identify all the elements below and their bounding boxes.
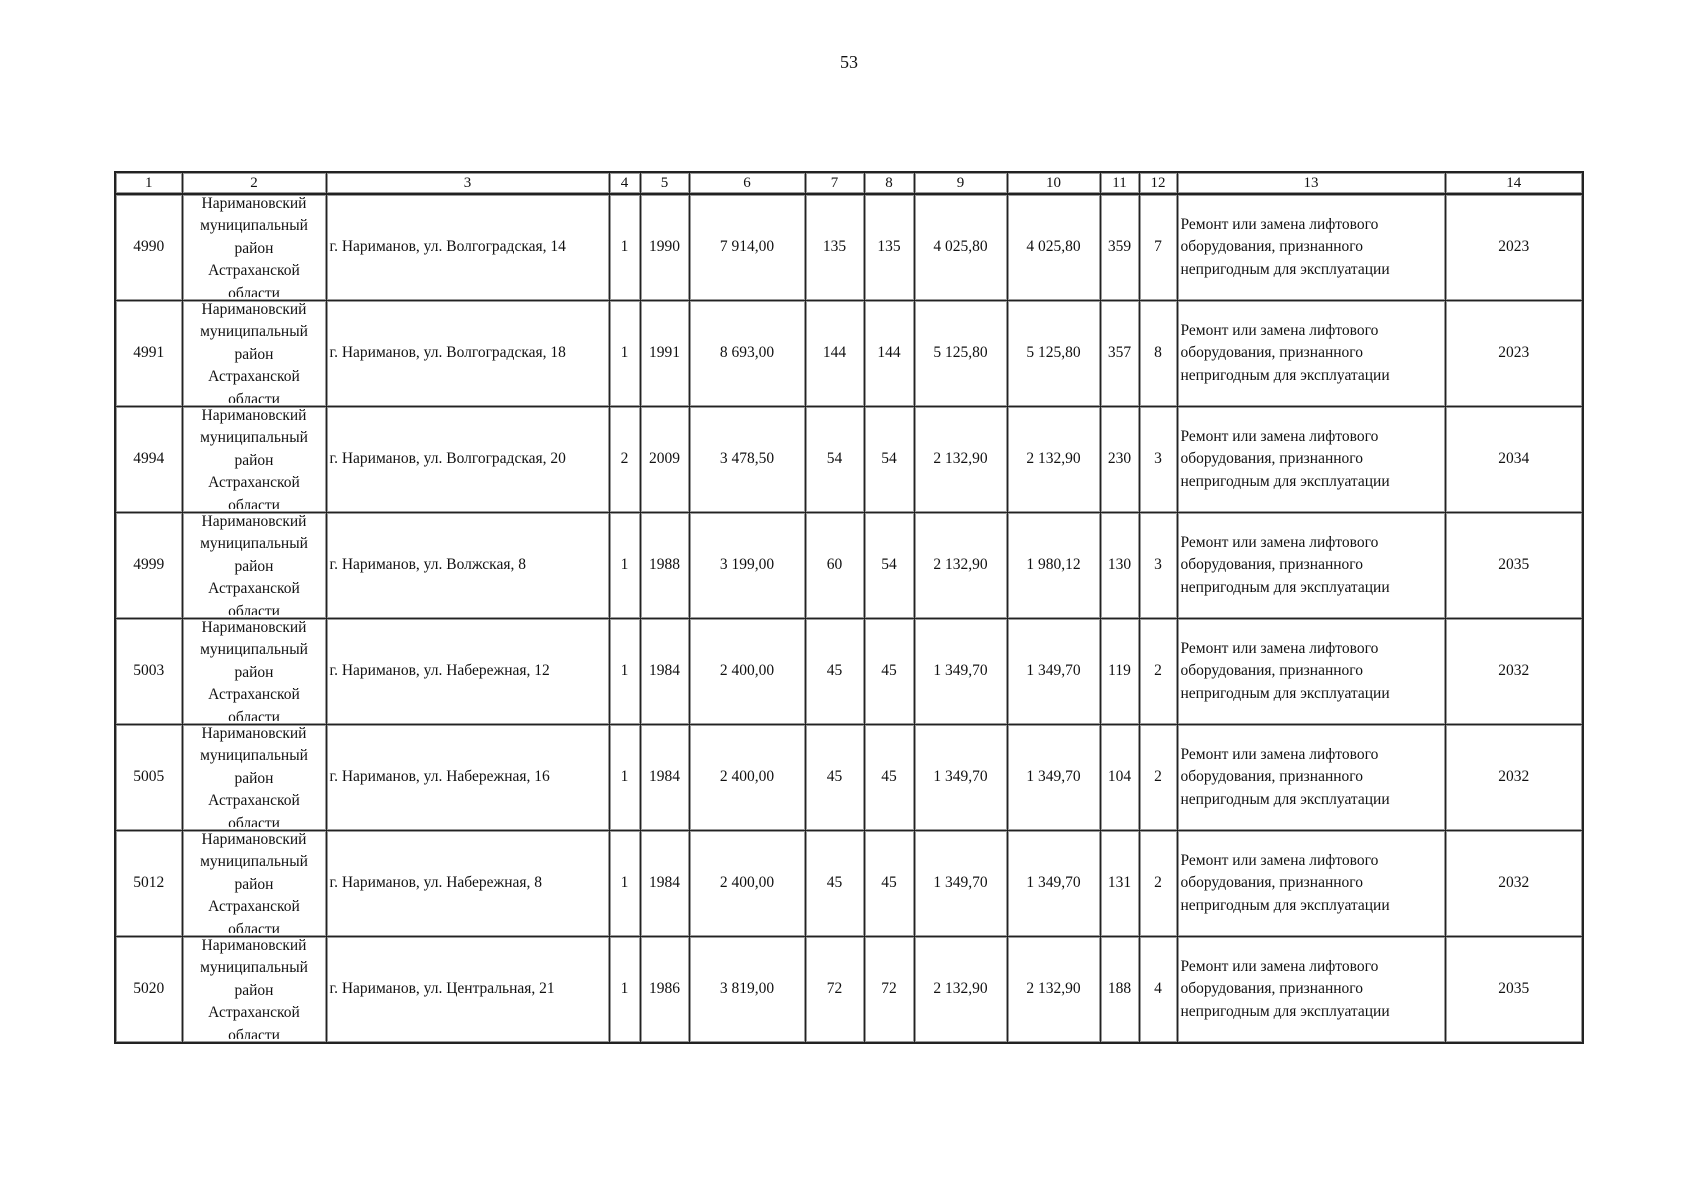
value-cell-col-6: 8 693,00 [689,301,805,407]
municipality-line: Астраханской [208,580,300,597]
municipality-line: области [228,814,280,827]
municipality-cell [182,513,326,619]
value-cell-col-7: 135 [805,194,864,301]
value-cell-col-9: 1 349,70 [914,619,1007,725]
value-cell-col-4: 1 [609,513,640,619]
municipality-line: Астраханской [208,686,300,703]
value-cell-col-12: 2 [1139,831,1177,937]
municipality-line: район [234,557,274,575]
municipality-lines [185,513,324,615]
value-cell-col-11: 131 [1100,831,1139,937]
value-cell-col-8: 135 [864,194,914,301]
page-number: 53 [840,52,858,72]
value-cell-col-7: 45 [805,831,864,937]
value-cell-col-7: 144 [805,301,864,407]
value-cell-col-6: 3 478,50 [689,407,805,513]
table-row [115,725,1583,831]
value-cell-col-4: 2 [609,407,640,513]
work-type-cell [1177,831,1445,937]
municipality-line: Астраханской [208,1004,300,1021]
work-type-line: Ремонт или замена лифтового [1180,639,1379,657]
municipality-line: муниципальный [200,429,308,446]
value-cell-col-9: 4 025,80 [914,194,1007,301]
column-header-2: 2 [182,172,326,194]
column-header-10: 10 [1007,172,1100,194]
municipality-line: муниципальный [200,959,308,976]
value-cell-col-10: 1 980,12 [1007,513,1100,619]
work-type-line: оборудования, признанного [1180,450,1364,468]
municipality-line: район [234,239,274,257]
work-type-cell [1177,937,1445,1044]
column-header-1: 1 [115,172,182,194]
municipality-lines [185,725,324,827]
municipality-lines [185,407,324,509]
value-cell-col-7: 60 [805,513,864,619]
municipality-line: Астраханской [208,792,300,809]
work-type-line: Ремонт или замена лифтового [1180,851,1379,869]
value-cell-col-4: 1 [609,725,640,831]
value-cell-col-11: 357 [1100,301,1139,407]
value-cell-col-10: 1 349,70 [1007,725,1100,831]
column-header-4: 4 [609,172,640,194]
municipality-line: район [234,875,274,893]
header-row [115,172,1583,194]
value-cell-col-8: 45 [864,725,914,831]
value-cell-col-10: 5 125,80 [1007,301,1100,407]
address-cell: г. Нариманов, ул. Волгоградская, 18 [326,301,609,407]
municipality-line: области [228,602,280,615]
work-type-line: непригодным для эксплуатации [1180,260,1390,278]
value-cell-col-6: 3 819,00 [689,937,805,1044]
column-header-13: 13 [1177,172,1445,194]
value-cell-col-6: 7 914,00 [689,194,805,301]
municipality-line: муниципальный [200,217,308,234]
municipality-line: Наримановский [201,936,307,954]
municipality-line: области [228,390,280,403]
municipality-line: район [234,981,274,999]
planned-year-cell: 2032 [1445,831,1583,937]
value-cell-col-10: 1 349,70 [1007,831,1100,937]
municipality-line: области [228,496,280,509]
work-type-line: Ремонт или замена лифтового [1180,533,1379,551]
municipality-cell [182,194,326,301]
value-cell-col-10: 2 132,90 [1007,407,1100,513]
municipality-cell [182,725,326,831]
municipality-line: области [228,708,280,721]
value-cell-col-9: 2 132,90 [914,937,1007,1044]
work-type-line: непригодным для эксплуатации [1180,896,1390,914]
table-row [115,937,1583,1044]
value-cell-col-6: 2 400,00 [689,831,805,937]
municipality-cell [182,831,326,937]
municipality-line: Наримановский [201,194,307,212]
value-cell-col-9: 1 349,70 [914,831,1007,937]
value-cell-col-4: 1 [609,831,640,937]
record-id-cell: 4994 [115,407,182,513]
municipality-line: муниципальный [200,641,308,658]
work-type-cell [1177,194,1445,301]
municipality-line: муниципальный [200,853,308,870]
column-header-14: 14 [1445,172,1583,194]
table-row [115,407,1583,513]
work-type-cell [1177,725,1445,831]
value-cell-col-8: 144 [864,301,914,407]
value-cell-col-8: 54 [864,513,914,619]
value-cell-col-12: 2 [1139,725,1177,831]
value-cell-col-12: 3 [1139,513,1177,619]
municipality-line: Астраханской [208,474,300,491]
value-cell-col-11: 119 [1100,619,1139,725]
municipality-cell [182,619,326,725]
column-header-11: 11 [1100,172,1139,194]
work-type-line: непригодным для эксплуатации [1180,366,1390,384]
value-cell-col-5: 1986 [640,937,689,1044]
planned-year-cell: 2032 [1445,619,1583,725]
municipality-lines [185,937,324,1039]
work-type-line: оборудования, признанного [1180,344,1364,362]
work-type-line: непригодным для эксплуатации [1180,684,1390,702]
table-row [115,513,1583,619]
value-cell-col-11: 230 [1100,407,1139,513]
address-cell: г. Нариманов, ул. Волгоградская, 14 [326,194,609,301]
municipality-lines [185,619,324,721]
column-header-8: 8 [864,172,914,194]
column-header-5: 5 [640,172,689,194]
value-cell-col-6: 2 400,00 [689,619,805,725]
value-cell-col-6: 2 400,00 [689,725,805,831]
municipality-line: район [234,345,274,363]
value-cell-col-4: 1 [609,194,640,301]
table-row [115,194,1583,301]
municipality-lines [185,831,324,933]
address-cell: г. Нариманов, ул. Центральная, 21 [326,937,609,1044]
municipality-cell [182,301,326,407]
housing-register-table [114,171,1584,1044]
table-header [115,172,1583,194]
value-cell-col-5: 1990 [640,194,689,301]
column-header-3: 3 [326,172,609,194]
municipality-line: муниципальный [200,747,308,764]
work-type-line: непригодным для эксплуатации [1180,790,1390,808]
table-row [115,619,1583,725]
record-id-cell: 5012 [115,831,182,937]
planned-year-cell: 2032 [1445,725,1583,831]
column-header-12: 12 [1139,172,1177,194]
value-cell-col-11: 359 [1100,194,1139,301]
table-row [115,831,1583,937]
work-type-line: оборудования, признанного [1180,874,1364,892]
work-type-line: Ремонт или замена лифтового [1180,321,1379,339]
column-header-9: 9 [914,172,1007,194]
work-type-line: оборудования, признанного [1180,662,1364,680]
value-cell-col-9: 2 132,90 [914,513,1007,619]
planned-year-cell: 2035 [1445,513,1583,619]
municipality-line: Астраханской [208,262,300,279]
value-cell-col-10: 1 349,70 [1007,619,1100,725]
municipality-line: Наримановский [201,618,307,636]
value-cell-col-5: 2009 [640,407,689,513]
value-cell-col-5: 1991 [640,301,689,407]
work-type-line: Ремонт или замена лифтового [1180,957,1379,975]
table-body [115,194,1583,1043]
municipality-line: Наримановский [201,512,307,530]
municipality-line: Наримановский [201,406,307,424]
table-row [115,301,1583,407]
planned-year-cell: 2023 [1445,301,1583,407]
value-cell-col-9: 2 132,90 [914,407,1007,513]
value-cell-col-12: 3 [1139,407,1177,513]
value-cell-col-4: 1 [609,937,640,1044]
record-id-cell: 4991 [115,301,182,407]
value-cell-col-5: 1984 [640,619,689,725]
address-cell: г. Нариманов, ул. Волгоградская, 20 [326,407,609,513]
municipality-line: Астраханской [208,368,300,385]
record-id-cell: 5020 [115,937,182,1044]
value-cell-col-4: 1 [609,619,640,725]
value-cell-col-11: 104 [1100,725,1139,831]
municipality-lines [185,301,324,403]
work-type-line: непригодным для эксплуатации [1180,472,1390,490]
address-cell: г. Нариманов, ул. Набережная, 12 [326,619,609,725]
value-cell-col-5: 1988 [640,513,689,619]
planned-year-cell: 2035 [1445,937,1583,1044]
municipality-line: области [228,284,280,297]
work-type-cell [1177,619,1445,725]
value-cell-col-12: 7 [1139,194,1177,301]
municipality-line: Наримановский [201,300,307,318]
work-type-line: оборудования, признанного [1180,980,1364,998]
municipality-line: области [228,1026,280,1039]
municipality-line: Астраханской [208,898,300,915]
value-cell-col-7: 54 [805,407,864,513]
planned-year-cell: 2034 [1445,407,1583,513]
record-id-cell: 4990 [115,194,182,301]
work-type-line: Ремонт или замена лифтового [1180,427,1379,445]
record-id-cell: 5003 [115,619,182,725]
value-cell-col-10: 2 132,90 [1007,937,1100,1044]
value-cell-col-8: 72 [864,937,914,1044]
value-cell-col-12: 4 [1139,937,1177,1044]
column-header-6: 6 [689,172,805,194]
municipality-line: район [234,769,274,787]
work-type-line: непригодным для эксплуатации [1180,578,1390,596]
value-cell-col-9: 5 125,80 [914,301,1007,407]
value-cell-col-7: 45 [805,725,864,831]
municipality-cell [182,407,326,513]
value-cell-col-9: 1 349,70 [914,725,1007,831]
municipality-line: район [234,663,274,681]
address-cell: г. Нариманов, ул. Набережная, 8 [326,831,609,937]
municipality-line: муниципальный [200,323,308,340]
value-cell-col-5: 1984 [640,831,689,937]
value-cell-col-8: 45 [864,831,914,937]
work-type-line: Ремонт или замена лифтового [1180,215,1379,233]
planned-year-cell: 2023 [1445,194,1583,301]
work-type-line: оборудования, признанного [1180,238,1364,256]
municipality-line: Наримановский [201,724,307,742]
municipality-line: области [228,920,280,933]
work-type-line: непригодным для эксплуатации [1180,1002,1390,1020]
record-id-cell: 5005 [115,725,182,831]
address-cell: г. Нариманов, ул. Волжская, 8 [326,513,609,619]
work-type-line: оборудования, признанного [1180,768,1364,786]
value-cell-col-11: 130 [1100,513,1139,619]
work-type-cell [1177,513,1445,619]
work-type-line: Ремонт или замена лифтового [1180,745,1379,763]
municipality-line: район [234,451,274,469]
value-cell-col-8: 54 [864,407,914,513]
record-id-cell: 4999 [115,513,182,619]
value-cell-col-7: 72 [805,937,864,1044]
address-cell: г. Нариманов, ул. Набережная, 16 [326,725,609,831]
value-cell-col-4: 1 [609,301,640,407]
municipality-lines [185,194,324,297]
value-cell-col-5: 1984 [640,725,689,831]
work-type-cell [1177,301,1445,407]
value-cell-col-12: 2 [1139,619,1177,725]
work-type-line: оборудования, признанного [1180,556,1364,574]
municipality-cell [182,937,326,1044]
value-cell-col-6: 3 199,00 [689,513,805,619]
value-cell-col-7: 45 [805,619,864,725]
column-header-7: 7 [805,172,864,194]
value-cell-col-8: 45 [864,619,914,725]
value-cell-col-11: 188 [1100,937,1139,1044]
municipality-line: муниципальный [200,535,308,552]
work-type-cell [1177,407,1445,513]
value-cell-col-10: 4 025,80 [1007,194,1100,301]
value-cell-col-12: 8 [1139,301,1177,407]
municipality-line: Наримановский [201,830,307,848]
